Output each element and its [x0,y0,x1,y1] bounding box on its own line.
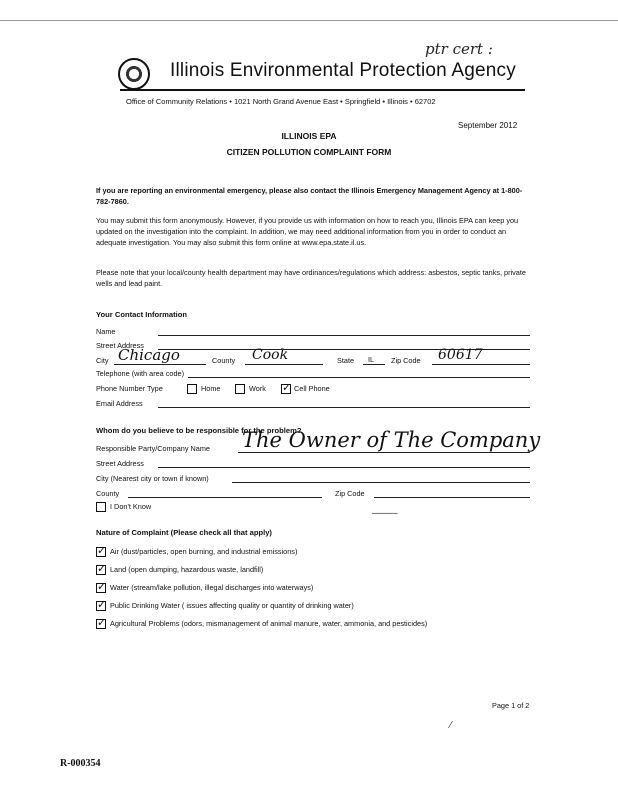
agency-name: Illinois Environmental Protection Agency [170,60,516,81]
form-date: September 2012 [458,121,518,130]
resp-zip-field[interactable] [374,497,530,498]
home-checkbox[interactable] [187,384,197,394]
state-field-value[interactable]: IL [368,355,375,364]
page-number: Page 1 of 2 [492,701,530,710]
responsible-section-title: Whom do you believe to be responsible for the problem? [96,426,302,435]
stray-pen-mark: ⁄ [450,720,452,731]
water-label: Water (stream/lake pollution, illegal discharges into waterways) [110,583,314,592]
stray-pen-mark: ——– [372,508,398,519]
land-label: Land (open dumping, hazardous waste, landfill) [110,565,264,574]
telephone-field[interactable] [188,377,530,378]
handwritten-note: ptr cert : [425,40,493,58]
water-checkbox[interactable] [96,583,106,593]
agency-address: Office of Community Relations • 1021 North Grand Avenue East • Springfield • Illinois • 62702 [126,97,436,106]
resp-street-label: Street Address [96,459,144,468]
resp-county-field[interactable] [128,497,322,498]
agricultural-checkbox[interactable] [96,619,106,629]
resp-street-field[interactable] [158,467,530,468]
resp-zip-label: Zip Code [335,489,365,498]
anonymous-notice: You may submit this form anonymously. However, if you provide us with information on how to reach you, Illinois EPA can keep you updated on the investigation into the complaint. In addition, we may need additional information from you in order to conduct an adequate investigation. You may also submit this form online at www.epa.state.il.us. [96,216,519,247]
name-label: Name [96,327,116,336]
county-field-value[interactable]: Cook [252,347,289,363]
resp-city-label: City (Nearest city or town if known) [96,474,209,483]
city-field[interactable] [114,364,206,365]
work-label: Work [249,384,266,393]
party-label: Responsible Party/Company Name [96,444,210,453]
resp-county-label: County [96,489,120,498]
county-label: County [212,356,236,365]
county-field[interactable] [245,364,323,365]
zip-field[interactable] [432,364,530,365]
check-mark-icon: ✓ [97,581,107,593]
cell-phone-label: Cell Phone [294,384,330,393]
city-field-value[interactable]: Chicago [118,346,180,364]
check-mark-icon: ✓ [97,599,107,611]
land-checkbox[interactable] [96,565,106,575]
dont-know-label: I Don't Know [110,502,152,511]
check-mark-icon: ✓ [97,545,107,557]
agricultural-label: Agricultural Problems (odors, mismanagement of animal manure, water, ammonia, and pesticides) [110,619,428,628]
agency-seal-icon [118,58,150,90]
form-title-line2: CITIZEN POLLUTION COMPLAINT FORM [226,147,392,157]
check-mark-icon: ✓ [97,563,107,575]
drinking-water-checkbox[interactable] [96,601,106,611]
header-rule [120,89,525,91]
contact-section-title: Your Contact Information [96,310,187,319]
document-id: R-000354 [60,758,101,769]
drinking-water-label: Public Drinking Water ( issues affecting quality or quantity of drinking water) [110,601,354,610]
city-label: City [96,356,109,365]
phone-type-label: Phone Number Type [96,384,163,393]
check-mark-icon: ✓ [97,617,107,629]
dont-know-checkbox[interactable] [96,502,106,512]
top-scan-line [0,20,618,21]
zip-label: Zip Code [391,356,421,365]
state-label: State [337,356,355,365]
air-label: Air (dust/particles, open burning, and industrial emissions) [110,547,298,556]
state-field[interactable] [363,364,385,365]
work-checkbox[interactable] [235,384,245,394]
air-checkbox[interactable] [96,547,106,557]
party-field-value[interactable]: The Owner of The Company [242,428,541,452]
home-label: Home [201,384,221,393]
party-field[interactable] [238,452,530,453]
zip-field-value[interactable]: 60617 [438,347,483,363]
nature-section-title: Nature of Complaint (Please check all that apply) [96,528,272,537]
street-label: Street Address [96,341,144,350]
check-mark-icon: ✓ [282,382,292,394]
email-field[interactable] [158,407,530,408]
form-title-line1: ILLINOIS EPA [281,131,337,141]
health-dept-notice: Please note that your local/county health department may have ordinances/regulations which address: asbestos, septic tanks, private wells and lead paint. [96,268,526,288]
cell-phone-checkbox[interactable] [281,384,291,394]
resp-city-field[interactable] [232,482,530,483]
email-label: Email Address [96,399,143,408]
name-field[interactable] [158,335,530,336]
telephone-label: Telephone (with area code) [96,369,185,378]
emergency-notice: If you are reporting an environmental emergency, please also contact the Illinois Emergency Management Agency at 1-800-782-7860. [96,186,523,206]
